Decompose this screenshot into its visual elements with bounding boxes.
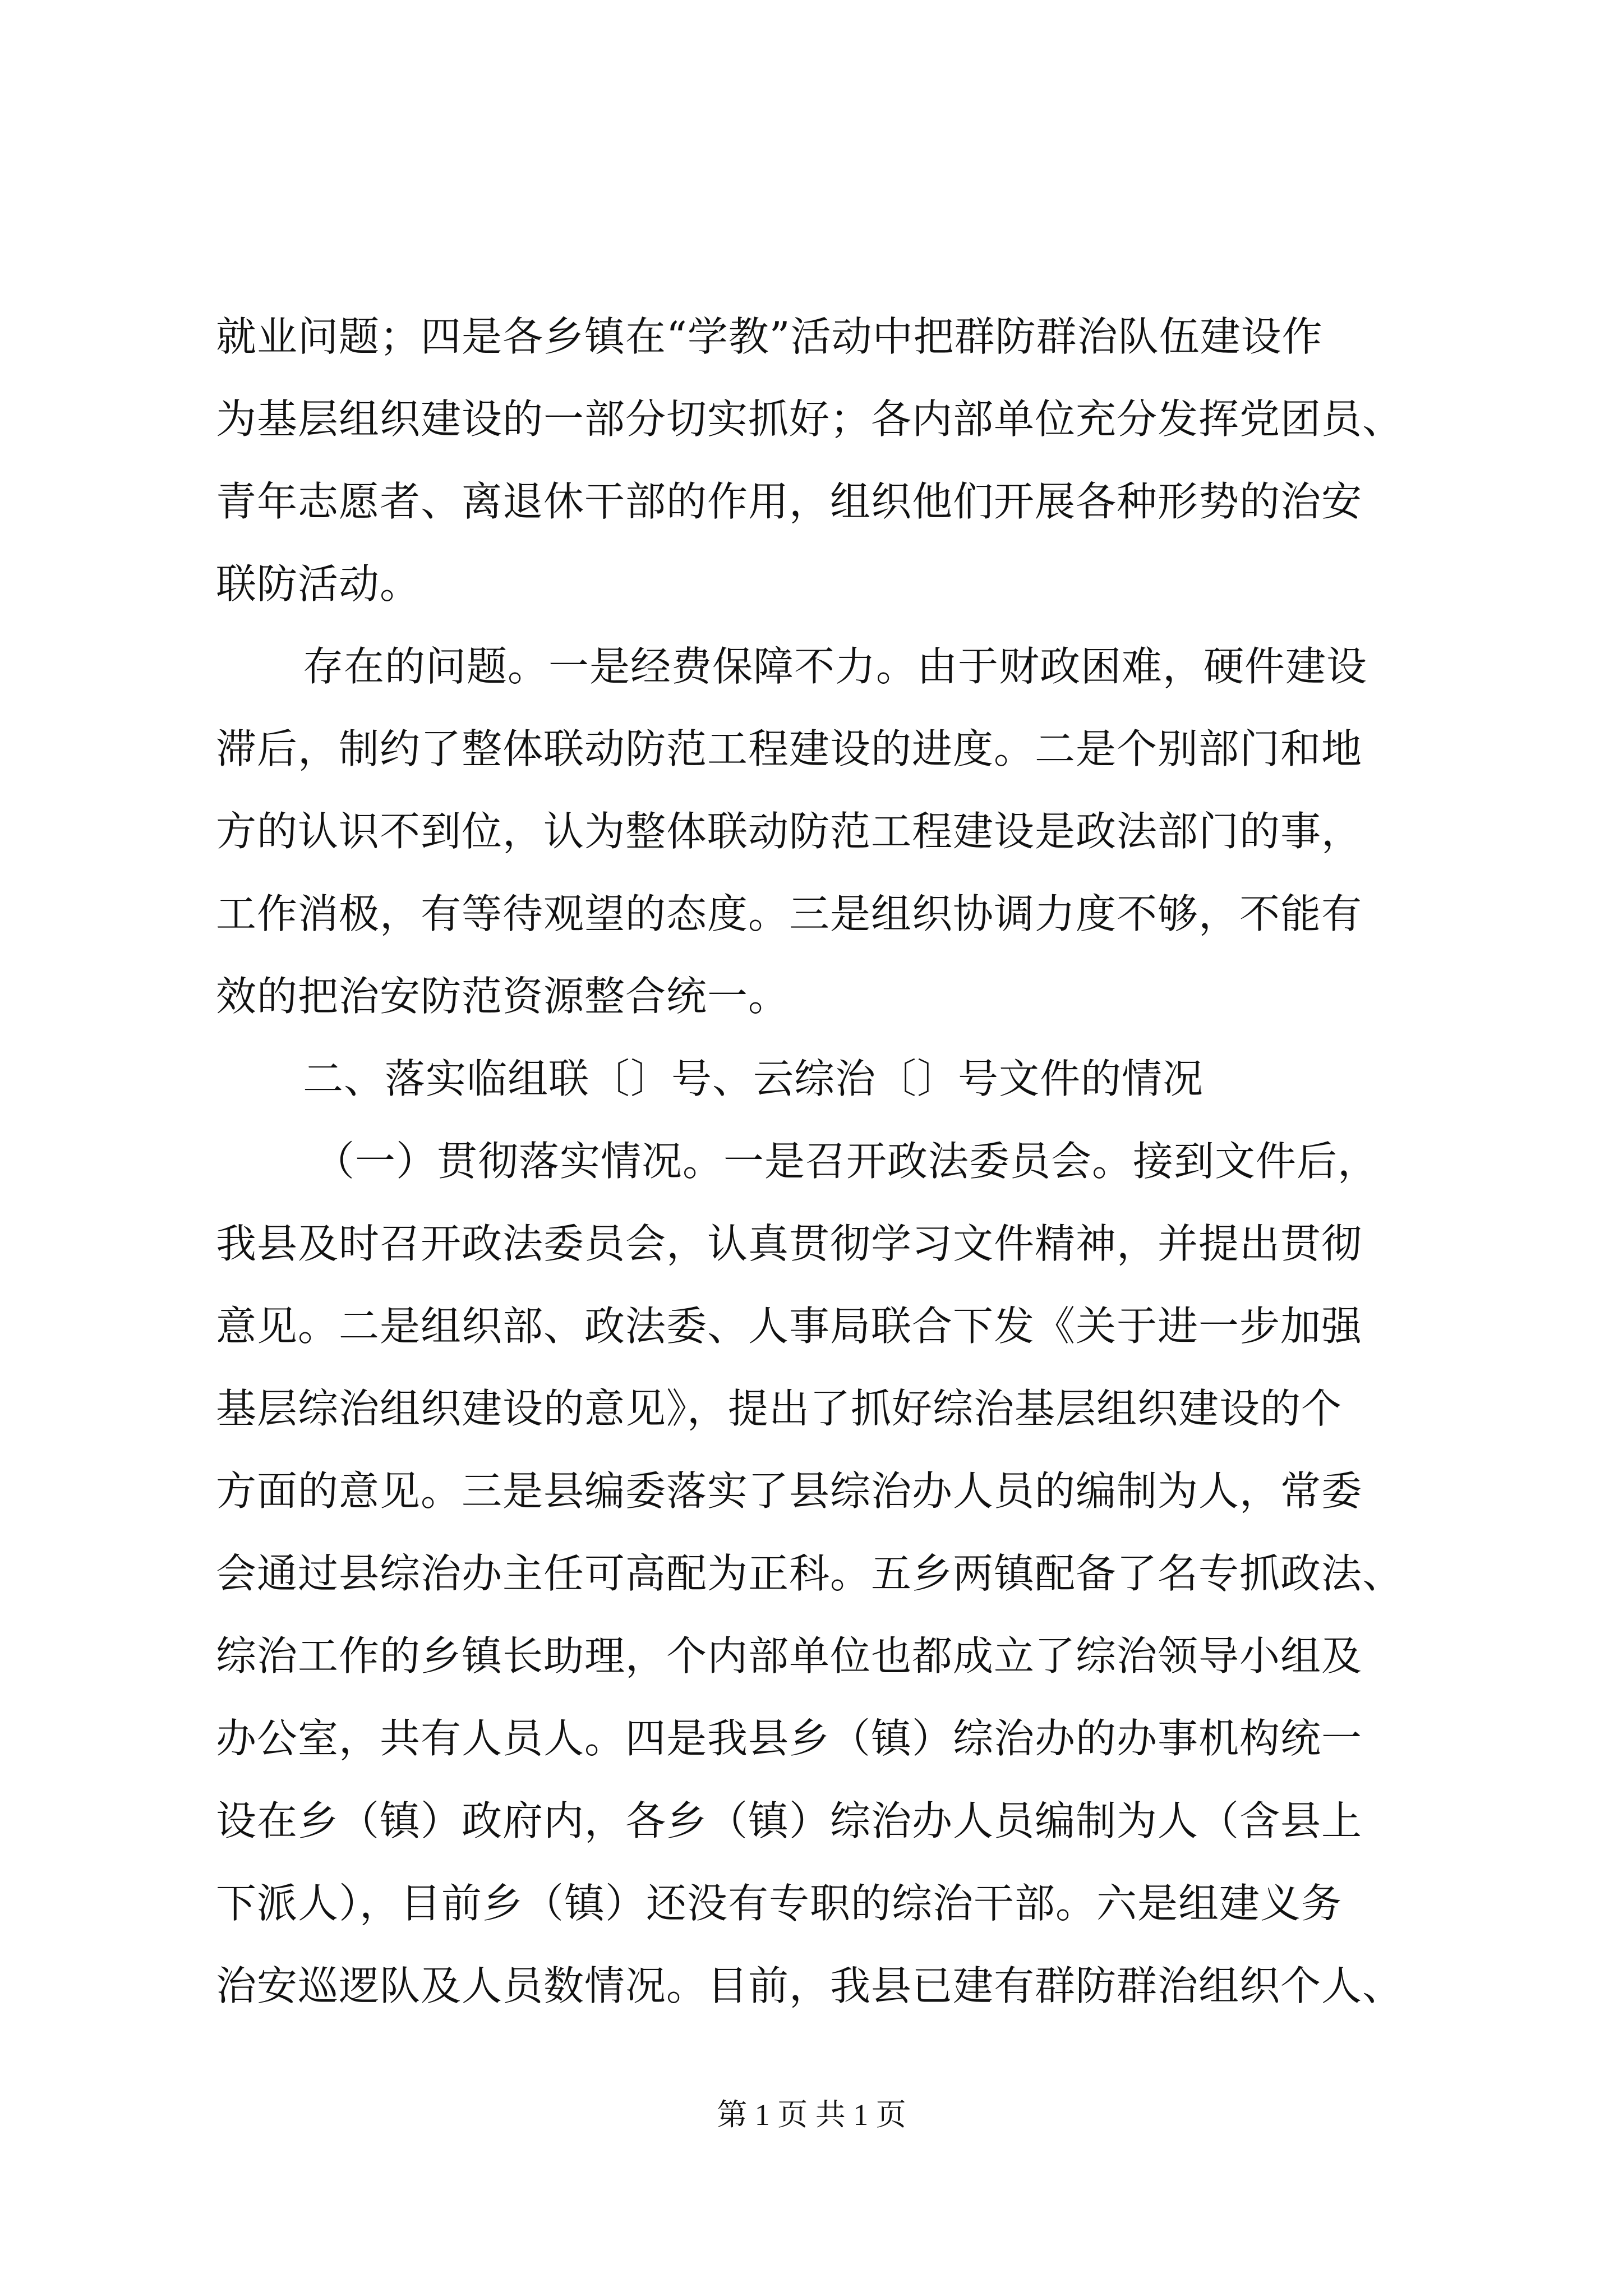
text-line: 青年志愿者、离退休干部的作用，组织他们开展各种形势的治安 — [216, 478, 1363, 525]
text-line: 方面的意见。三是县编委落实了县综治办人员的编制为人，常委 — [216, 1467, 1363, 1515]
text-line: 工作消极，有等待观望的态度。三是组织协调力度不够，不能有 — [216, 890, 1363, 937]
text-line: 就业问题；四是各乡镇在“学教”活动中把群防群治队伍建设作 — [216, 313, 1323, 360]
text-line: 治安巡逻队及人员数情况。目前，我县已建有群防群治组织个人、 — [216, 1962, 1404, 2009]
page-number-footer: 第 1 页 共 1 页 — [717, 2098, 906, 2132]
paragraph-start-line: （一）贯彻落实情况。一是召开政法委员会。接到文件后， — [314, 1138, 1379, 1185]
text-line: 基层综治组织建设的意见》，提出了抓好综治基层组织建设的个 — [216, 1385, 1343, 1432]
text-line: 联防活动。 — [216, 560, 421, 608]
text-line: 方的认识不到位，认为整体联动防范工程建设是政法部门的事， — [216, 808, 1363, 855]
text-line: 滞后，制约了整体联动防范工程建设的进度。二是个别部门和地 — [216, 725, 1363, 772]
text-line: 意见。二是组织部、政法委、人事局联合下发《关于进一步加强 — [216, 1303, 1363, 1350]
text-line: 设在乡（镇）政府内，各乡（镇）综治办人员编制为人（含县上 — [216, 1797, 1363, 1844]
text-line: 会通过县综治办主任可高配为正科。五乡两镇配备了名专抓政法、 — [216, 1550, 1404, 1597]
text-line: 下派人），目前乡（镇）还没有专职的综治干部。六是组建义务 — [216, 1880, 1343, 1927]
text-line: 综治工作的乡镇长助理，个内部单位也都成立了综治领导小组及 — [216, 1632, 1363, 1680]
text-line: 为基层组织建设的一部分切实抓好；各内部单位充分发挥党团员、 — [216, 395, 1404, 443]
text-line: 效的把治安防范资源整合统一。 — [216, 973, 790, 1020]
text-line: 办公室，共有人员人。四是我县乡（镇）综治办的办事机构统一 — [216, 1715, 1363, 1762]
section-heading: 二、落实临组联〔〕号、云综治〔〕号文件的情况 — [303, 1055, 1204, 1102]
paragraph-start-line: 存在的问题。一是经费保障不力。由于财政困难，硬件建设 — [303, 643, 1368, 690]
text-line: 我县及时召开政法委员会，认真贯彻学习文件精神，并提出贯彻 — [216, 1220, 1363, 1267]
